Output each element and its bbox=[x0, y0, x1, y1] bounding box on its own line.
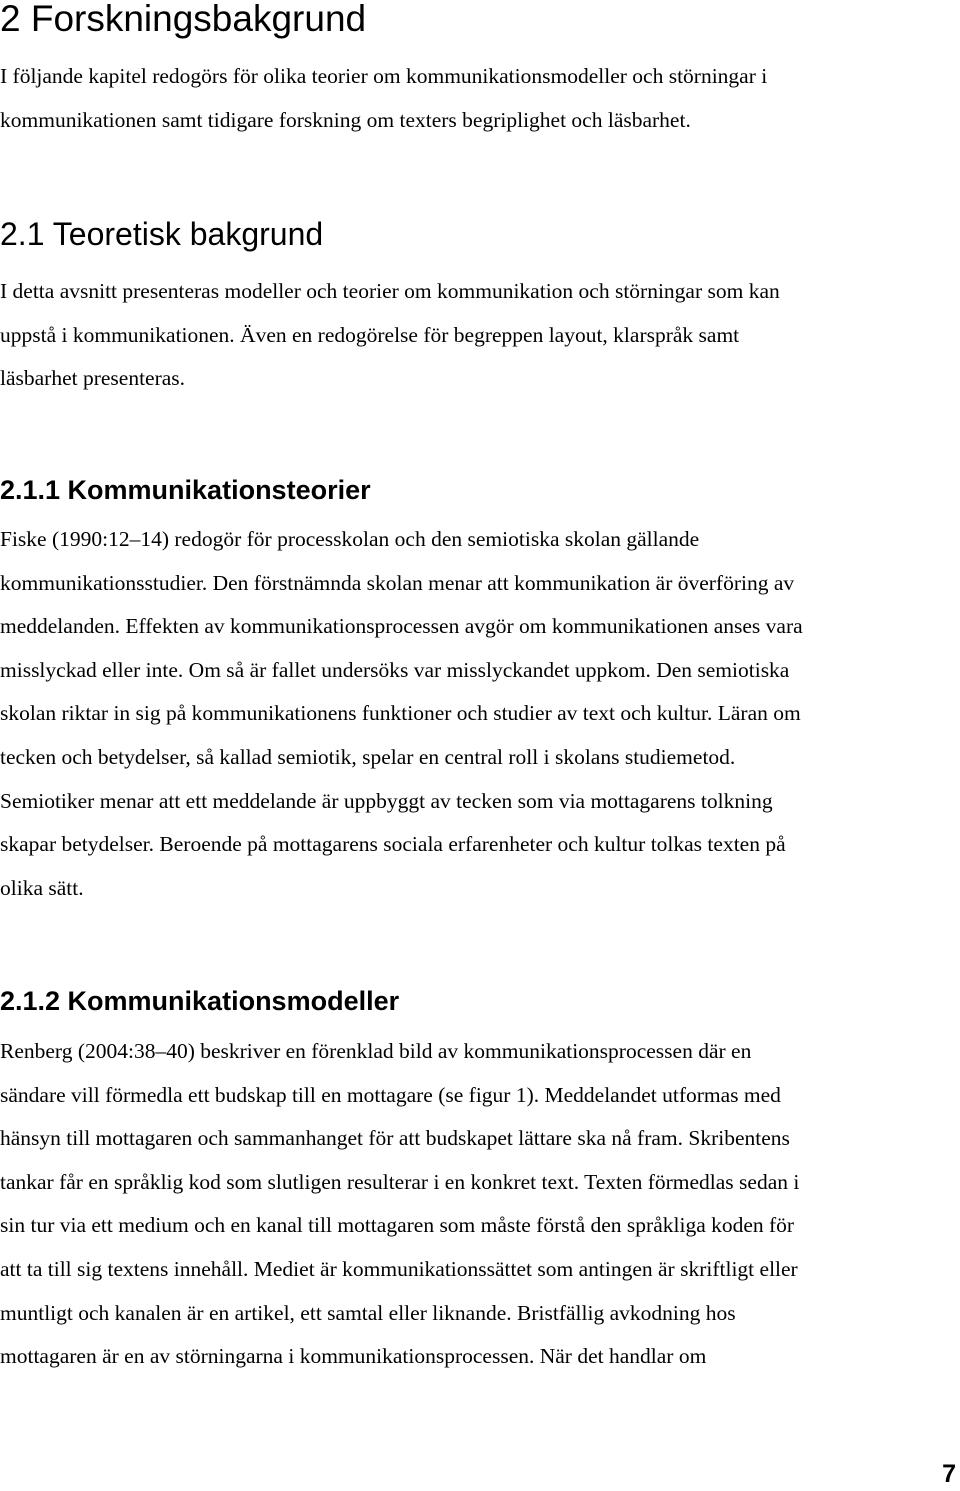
paragraph-line: I följande kapitel redogörs för olika teorier om kommunikationsmodeller och störningar i bbox=[0, 64, 768, 88]
paragraph-line: skapar betydelser. Beroende på mottagarens sociala erfarenheter och kultur tolkas texten på bbox=[0, 832, 786, 857]
section-heading: 2 Forskningsbakgrund bbox=[0, 0, 367, 39]
paragraph-line: Semiotiker menar att ett meddelande är uppbyggt av tecken som via mottagarens tolkning bbox=[0, 788, 773, 813]
paragraph-line: kommunikationsstudier. Den förstnämnda skolan menar att kommunikation är överföring av bbox=[0, 570, 795, 595]
paragraph-line: sin tur via ett medium och en kanal till mottagaren som måste förstå den språkliga koden för bbox=[0, 1213, 795, 1238]
paragraph-line: läsbarhet presenteras. bbox=[0, 366, 186, 391]
paragraph-line: kommunikationen samt tidigare forskning om texters begriplighet och läsbarhet. bbox=[0, 107, 691, 132]
paragraph-line: uppstå i kommunikationen. Även en redogörelse för begreppen layout, klarspråk samt bbox=[0, 322, 740, 347]
paragraph-line: mottagaren är en av störningarna i kommunikationsprocessen. När det handlar om bbox=[0, 1344, 707, 1369]
paragraph-line: muntligt och kanalen är en artikel, ett samtal eller liknande. Bristfällig avkodning hos bbox=[0, 1300, 736, 1325]
paragraph-line: I detta avsnitt presenteras modeller och teorier om kommunikation och störningar som kan bbox=[0, 279, 780, 303]
paragraph-line: tecken och betydelser, så kallad semiotik, spelar en central roll i skolans studiemetod. bbox=[0, 744, 736, 769]
paragraph-2-1-1 bbox=[0, 518, 960, 910]
paragraph-line: misslyckad eller inte. Om så är fallet undersöks var misslyckandet uppkom. Den semiotiska bbox=[0, 657, 790, 682]
subsection-heading-2-1: 2.1 Teoretisk bakgrund bbox=[0, 216, 324, 252]
paragraph-line: meddelanden. Effekten av kommunikationsprocessen avgör om kommunikationen anses vara bbox=[0, 614, 803, 639]
paragraph-line: Renberg (2004:38–40) beskriver en förenklad bild av kommunikationsprocessen där en bbox=[0, 1039, 752, 1063]
paragraph-line: hänsyn till mottagaren och sammanhanget för att budskapet lättare ska nå fram. Skribentens bbox=[0, 1126, 790, 1151]
paragraph-2-1 bbox=[0, 270, 960, 401]
subsection-heading-2-1-2: 2.1.2 Kommunikationsmodeller bbox=[0, 986, 400, 1016]
paragraph-line: skolan riktar in sig på kommunikationens funktioner och studier av text och kultur. Läran om bbox=[0, 701, 801, 726]
paragraph-line: Fiske (1990:12–14) redogör för processkolan och den semiotiska skolan gällande bbox=[0, 527, 700, 551]
paragraph-line: tankar får en språklig kod som slutligen resulterar i en konkret text. Texten förmedlas sedan i bbox=[0, 1169, 800, 1194]
paragraph-line: att ta till sig textens innehåll. Mediet är kommunikationssättet som antingen är skriftligt eller bbox=[0, 1256, 798, 1281]
paragraph-2-1-2 bbox=[0, 1030, 960, 1379]
paragraph-line: olika sätt. bbox=[0, 875, 84, 900]
subsection-heading-2-1-1: 2.1.1 Kommunikationsteorier bbox=[0, 475, 371, 505]
paragraph-line: sändare vill förmedla ett budskap till en mottagare (se figur 1). Meddelandet utformas med bbox=[0, 1082, 781, 1107]
page-number: 7 bbox=[942, 1460, 956, 1488]
intro-paragraph bbox=[0, 55, 960, 142]
